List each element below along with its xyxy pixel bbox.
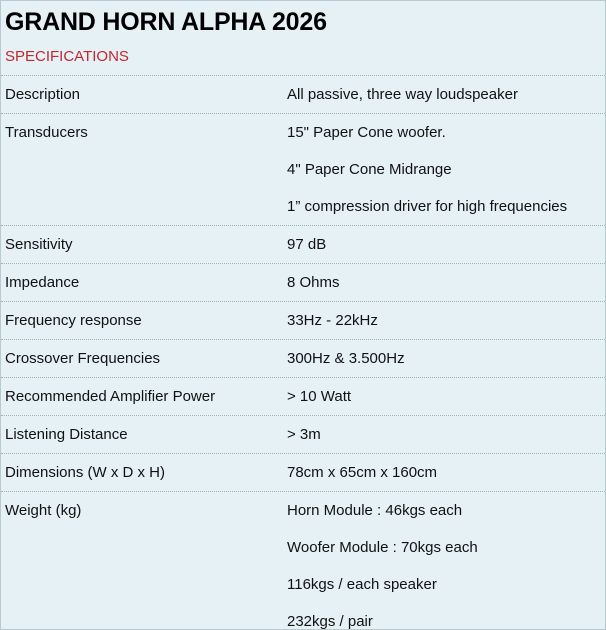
spec-value: 8 Ohms <box>287 274 340 291</box>
specifications-table <box>1 75 605 630</box>
spec-label-cell <box>1 416 287 453</box>
spec-label: Impedance <box>5 274 80 291</box>
spec-row <box>1 492 605 630</box>
section-heading: SPECIFICATIONS <box>5 48 129 65</box>
spec-label: Dimensions (W x D x H) <box>5 464 166 481</box>
spec-label-cell <box>1 492 287 630</box>
spec-value-cell <box>287 340 605 377</box>
spec-value-cell <box>287 492 605 630</box>
spec-label-cell <box>1 454 287 491</box>
spec-value: > 10 Watt <box>287 388 352 405</box>
spec-label-cell <box>1 114 287 225</box>
spec-value: 15" Paper Cone woofer. <box>287 124 446 141</box>
spec-label: Crossover Frequencies <box>5 350 161 367</box>
spec-label-cell <box>1 76 287 113</box>
spec-value: Woofer Module : 70kgs each <box>287 539 478 556</box>
spec-row <box>1 264 605 302</box>
spec-row <box>1 340 605 378</box>
spec-label-cell <box>1 264 287 301</box>
spec-label: Transducers <box>5 124 88 141</box>
spec-value: 116kgs / each speaker <box>287 576 437 593</box>
spec-row <box>1 416 605 454</box>
spec-label-cell <box>1 378 287 415</box>
spec-value-cell <box>287 454 605 491</box>
spec-value: 1” compression driver for high frequencies <box>287 198 568 215</box>
spec-row <box>1 302 605 340</box>
spec-value: 300Hz & 3.500Hz <box>287 350 405 367</box>
spec-value-cell <box>287 114 605 225</box>
spec-value: 97 dB <box>287 236 327 253</box>
spec-row <box>1 378 605 416</box>
spec-label: Weight (kg) <box>5 502 82 519</box>
spec-label: Recommended Amplifier Power <box>5 388 216 405</box>
spec-value: > 3m <box>287 426 321 443</box>
spec-label-cell <box>1 302 287 339</box>
spec-value-cell <box>287 416 605 453</box>
spec-row <box>1 226 605 264</box>
spec-value: 78cm x 65cm x 160cm <box>287 464 438 481</box>
spec-row <box>1 454 605 492</box>
spec-label: Description <box>5 86 81 103</box>
spec-label: Listening Distance <box>5 426 128 443</box>
spec-label: Frequency response <box>5 312 142 329</box>
spec-value: 33Hz - 22kHz <box>287 312 378 329</box>
page-title: GRAND HORN ALPHA 2026 <box>5 8 327 36</box>
spec-value: 232kgs / pair <box>287 613 373 630</box>
spec-row <box>1 76 605 114</box>
spec-value-cell <box>287 264 605 301</box>
spec-row <box>1 114 605 226</box>
spec-label-cell <box>1 340 287 377</box>
spec-label-cell <box>1 226 287 263</box>
spec-value-cell <box>287 302 605 339</box>
spec-value-cell <box>287 226 605 263</box>
spec-value: All passive, three way loudspeaker <box>287 86 518 103</box>
spec-label: Sensitivity <box>5 236 73 253</box>
spec-value-cell <box>287 378 605 415</box>
spec-value: Horn Module : 46kgs each <box>287 502 463 519</box>
spec-value-cell <box>287 76 605 113</box>
spec-value: 4" Paper Cone Midrange <box>287 161 452 178</box>
